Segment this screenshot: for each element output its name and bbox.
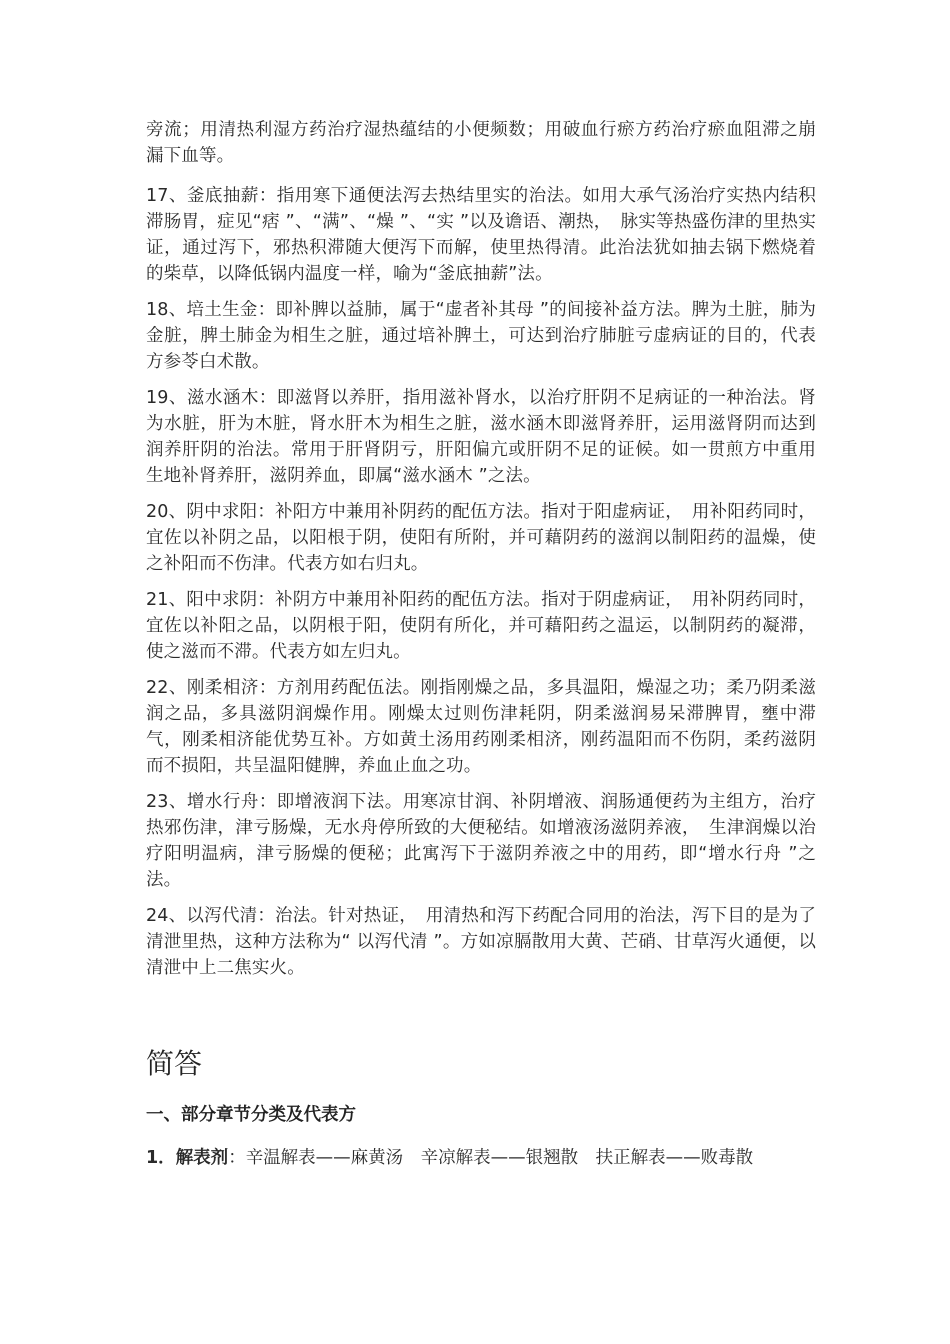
paragraph-continuation: 旁流；用清热利湿方药治疗湿热蕴结的小便频数；用破血行瘀方药治疗瘀血阻滞之崩漏下血等。 xyxy=(146,120,816,166)
section-title: 简答 xyxy=(146,1047,203,1080)
paragraph-term-22: 22、刚柔相济：方剂用药配伍法。刚指刚燥之品，多具温阳，燥湿之功；柔乃阴柔滋润之品，多具滋阴润燥作用。刚燥太过则伤津耗阴，阴柔滋润易呆滞脾胃，壅中滞气，刚柔相济能优势互补。方如黄土汤用药刚柔相济，刚药温阳而不伤阴，柔药滋阴而不损阳，共呈温阳健脾，养血止血之功。 xyxy=(146,678,816,776)
list-item-label: 解表剂 xyxy=(175,1148,229,1168)
paragraph-term-23: 23、增水行舟：即增液润下法。用寒凉甘润、补阴增液、润肠通便药为主组方，治疗热邪伤津，津亏肠燥，无水舟停所致的大便秘结。如增液汤滋阴养液， 生津润燥以治疗阳明温病，津亏肠燥的便秘；此寓泻下于滋阴养液之中的用药，即“增水行舟 ”之法。 xyxy=(146,792,816,890)
section-subtitle: 一、部分章节分类及代表方 xyxy=(146,1105,356,1125)
list-item-1 xyxy=(146,1145,846,1171)
paragraph-term-21: 21、阳中求阴：补阴方中兼用补阳药的配伍方法。指对于阴虚病证， 用补阴药同时，宜佐以补阳之品，以阴根于阳，使阴有所化，并可藉阳药之温运，以制阴药的凝滞，使之滋而不滞。代表方如左归丸。 xyxy=(146,590,816,662)
list-item-text: 辛温解表——麻黄汤 辛凉解表——银翘散 扶正解表——败毒散 xyxy=(245,1148,754,1168)
paragraph-term-20: 20、阴中求阳：补阳方中兼用补阴药的配伍方法。指对于阳虚病证， 用补阳药同时，宜佐以补阴之品，以阳根于阴，使阳有所附，并可藉阴药的滋润以制阳药的温燥，使之补阳而不伤津。代表方如右归丸。 xyxy=(146,502,816,574)
list-item-number: 1． xyxy=(146,1148,176,1168)
paragraph-term-18: 18、培土生金：即补脾以益肺，属于“虚者补其母 ”的间接补益方法。脾为土脏，肺为金脏，脾土肺金为相生之脏，通过培补脾土，可达到治疗肺脏亏虚病证的目的，代表方参苓白术散。 xyxy=(146,300,816,372)
paragraph-term-19: 19、滋水涵木：即滋肾以养肝，指用滋补肾水，以治疗肝阴不足病证的一种治法。肾为水脏，肝为木脏，肾水肝木为相生之脏，滋水涵木即滋肾养肝，运用滋肾阴而达到润养肝阴的治法。常用于肝肾阴亏，肝阳偏亢或肝阴不足的证候。如一贯煎方中重用生地补肾养肝，滋阴养血，即属“滋水涵木 ”之法。 xyxy=(146,388,816,486)
paragraph-term-24: 24、以泻代清：治法。针对热证， 用清热和泻下药配合同用的治法，泻下目的是为了清泄里热，这种方法称为“ 以泻代清 ”。方如凉膈散用大黄、芒硝、甘草泻火通便，以清泄中上二焦实火。 xyxy=(146,906,816,978)
list-item-colon: ： xyxy=(228,1148,246,1168)
paragraph-term-17: 17、釜底抽薪：指用寒下通便法泻去热结里实的治法。如用大承气汤治疗实热内结积滞肠胃，症见“痞 ”、“满”、“燥 ”、“实 ”以及谵语、潮热， 脉实等热盛伤津的里热实证，通过泻下，邪热积滞随大便泻下而解，使里热得清。此治法犹如抽去锅下燃烧着的柴草，以降低锅内温度一样，喻为“釜底抽薪”法。 xyxy=(146,186,816,284)
